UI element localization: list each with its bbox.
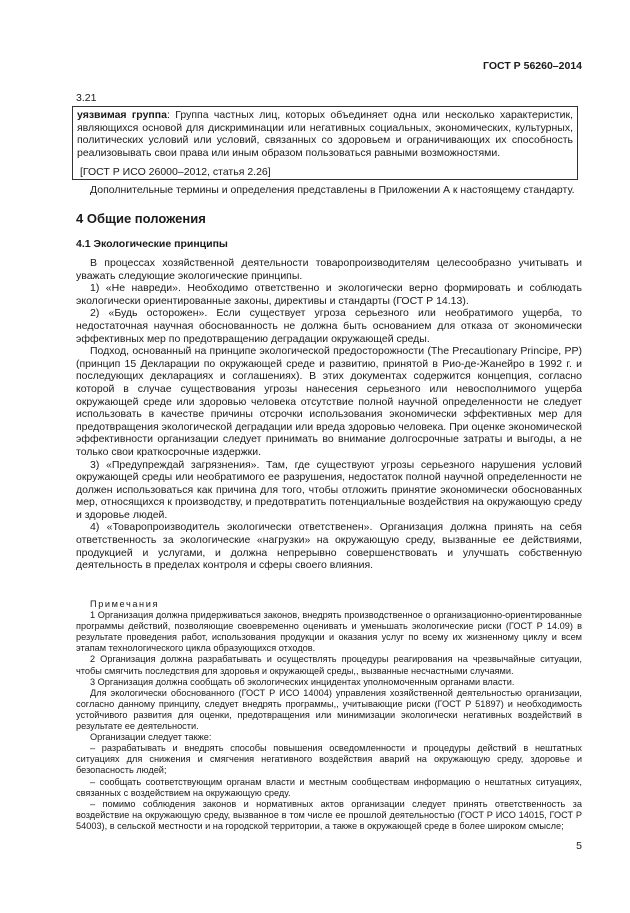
note-item: 1 Организация должна придерживаться законов, внедрять производственное о организационно-ориентированные программы действий, позволяющие своевременно оценивать и уменьшать экологические риски (ГОСТ Р 14.09) в результате проведения работ, использования продукции и оказания услуг по всему их жизненному циклу и всем этапам технологического цикла образующихся отходов. [76, 610, 582, 654]
notes-block [76, 599, 582, 832]
paragraph: Подход, основанный на принципе экологической предосторожности (The Precautionary Principe, PP) (принцип 15 Декларации по окружающей среде и развитию, принятой в Рио-де-Жанейро в 1992 г. и последующих декларациях и соглашениях). В этих документах содержится концепция, согласно которой в случае существования угрозы нанесения серьезного или невосполнимого ущерба окружающей среде или здоровью человека отсутствие полной научной определенности не следует использовать в качестве причины отсрочки использования экономически эффективных мер для предотвращения экологической деградации или вреда здоровью человека. При оценке экономической эффективности организации следует принимать во внимание долгосрочные затраты и выгоды, а не только свои краткосрочные издержки. [76, 345, 582, 458]
note-item: 3 Организация должна сообщать об экологических инцидентах уполномоченным органами власти. [90, 676, 515, 687]
term-definition: : Группа частных лиц, которых объединяет одна или несколько характеристик, являющихся основой для дискриминации или негативных социальных, экономических, культурных, политических условий или условий, связанных со здоровьем и ограничивающих их способность реализовывать свои права или иным образом пользоваться равными возможностями. [77, 109, 574, 159]
term-title: уязвимая группа [77, 109, 167, 121]
note-item: – помимо соблюдения законов и нормативных актов организации следует принять ответственность за воздействие на окружающую среду, вызванное в том числе ее прошлой деятельностью (ГОСТ Р ИСО 14015, ГОСТ Р 54003), в сельской местности и на городской территории, а также в окружающей среде в более широком смысле; [76, 798, 582, 831]
standard-header: ГОСТ Р 56260–2014 [483, 60, 582, 72]
note-item: 2 Организация должна разрабатывать и осуществлять процедуры реагирования на чрезвычайные ситуации, чтобы смягчить последствия для здоровья и окружающей среды,, вызванные несчастными случаями. [76, 654, 582, 676]
note-item: – сообщать соответствующим органам власти и местным сообществам информацию о нештатных ситуациях, связанных с воздействием на окружающую среду. [76, 776, 582, 798]
note-item: – разрабатывать и внедрять способы повышения осведомленности и процедуры действий в нештатных ситуациях для снижения и смягчения негативного воздействия аварий на окружающую среду, здоровье и безопасность людей; [76, 743, 582, 776]
paragraph: 4) «Товаропроизводитель экологически ответственен». Организация должна принять на себя ответственность за экологические «нагрузки» на окружающую среду, вызванные ее действиями, продукцией и услугами, и должна непрерывно совершенствовать и улучшать собственную деятельность в пределах контроля и сферы своего влияния. [76, 521, 582, 572]
term-number: 3.21 [76, 92, 97, 104]
section-body [76, 257, 582, 572]
subsection-title: 4.1 Экологические принципы [76, 238, 228, 250]
additional-terms-note [76, 184, 582, 197]
page-number: 5 [576, 840, 582, 852]
notes-heading: Примечания [90, 599, 160, 609]
section-title: 4 Общие положения [76, 211, 206, 226]
note-item: Организации следует также: [90, 732, 212, 743]
term-source: [ГОСТ Р ИСО 26000–2012, статья 2.26] [80, 166, 271, 178]
paragraph: В процессах хозяйственной деятельности товаропроизводителям целесообразно учитывать и уважать следующие экологические принципы. [76, 257, 582, 282]
additional-terms-text: Дополнительные термины и определения представлены в Приложении А к настоящему стандарту. [90, 184, 575, 196]
paragraph: 2) «Будь осторожен». Если существует угроза серьезного или необратимого ущерба, то недостаточная научная обоснованность не должна быть основанием для отказа от экономически эффективных мер по предотвращению деградации окружающей среды. [76, 307, 582, 345]
note-item: Для экологически обоснованного (ГОСТ Р ИСО 14004) управления хозяйственной деятельностью организации, согласно данному принципу, следует внедрять программы,, учитывающие риски (ГОСТ Р 51897) и необходимость устойчивого развития для оценки, предотвращения или минимизации экологически негативных воздействий в результате ее деятельности. [76, 687, 582, 732]
paragraph: 1) «Не навреди». Необходимо ответственно и экологически верно формировать и соблюдать экологически ориентированные законы, директивы и стандарты (ГОСТ Р 14.13). [76, 282, 582, 307]
paragraph: 3) «Предупреждай загрязнения». Там, где существуют угрозы серьезного нарушения условий окружающей среды или необратимого ее разрушения, недостаток полной научной определенности не должен использоваться как причина для того, чтобы отложить принятие экономически обоснованных мер, относящихся к производству, и предотвратить потенциальные воздействия на окружающую среду и здоровье людей. [76, 458, 582, 521]
